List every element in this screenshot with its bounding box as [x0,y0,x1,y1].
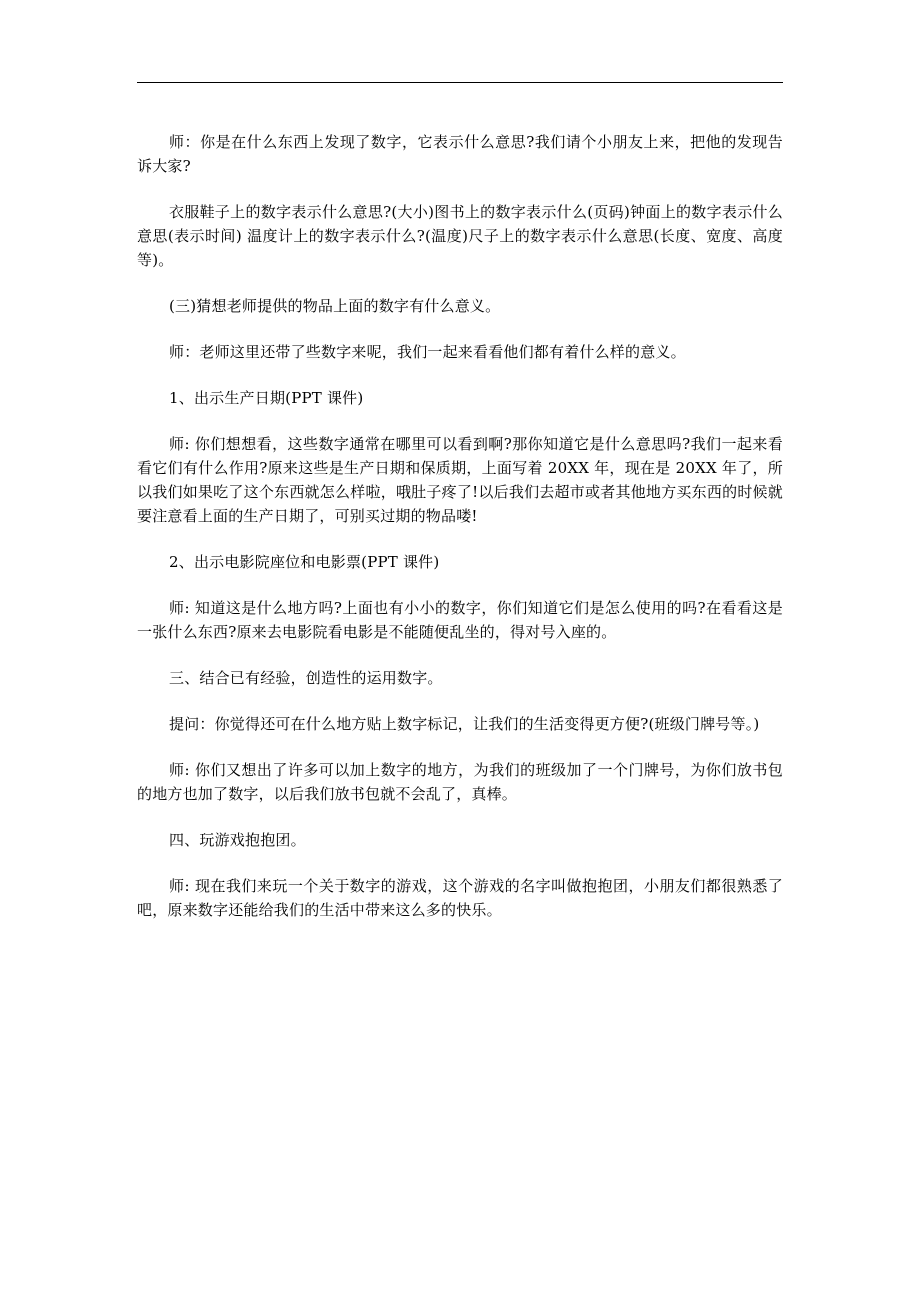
paragraph-number-meanings: 衣服鞋子上的数字表示什么意思?(大小)图书上的数字表示什么(页码)钟面上的数字表示什么意思(表示时间) 温度计上的数字表示什么?(温度)尺子上的数字表示什么意思(长度、宽度、高度等)。 [137,203,783,269]
document-body [137,130,783,944]
paragraph-question: 提问：你觉得还可在什么地方贴上数字标记，让我们的生活变得更方便?(班级门牌号等。) [169,715,760,733]
section-heading-experience: 三、结合已有经验，创造性的运用数字。 [169,669,443,687]
section-heading-game: 四、玩游戏抱抱团。 [169,831,306,849]
item-heading-cinema: 2、出示电影院座位和电影票(PPT 课件) [169,553,440,571]
paragraph-teacher-intro: 师：老师这里还带了些数字来呢，我们一起来看看他们都有着什么样的意义。 [169,343,686,361]
header-rule [137,82,783,83]
paragraph-production-date: 师: 你们想想看，这些数字通常在哪里可以看到啊?那你知道它是什么意思吗?我们一起来看看它们有什么作用?原来这些是生产日期和保质期，上面写着 20XX 年，现在是 20XX 年了，所以我们如果吃了这个东西就怎么样啦，哦肚子疼了!以后我们去超市或者其他地方买东西的时候就要注意看上面的生产日期了，可别买过期的物品喽! [137,435,783,525]
paragraph-door-number: 师: 你们又想出了许多可以加上数字的地方，为我们的班级加了一个门牌号，为你们放书包的地方也加了数字，以后我们放书包就不会乱了，真棒。 [137,761,783,803]
paragraph-teacher-question: 师：你是在什么东西上发现了数字，它表示什么意思?我们请个小朋友上来，把他的发现告诉大家? [137,133,783,175]
paragraph-game: 师: 现在我们来玩一个关于数字的游戏，这个游戏的名字叫做抱抱团，小朋友们都很熟悉了吧，原来数字还能给我们的生活中带来这么多的快乐。 [137,877,783,919]
item-heading-production-date: 1、出示生产日期(PPT 课件) [169,389,364,407]
paragraph-cinema: 师: 知道这是什么地方吗?上面也有小小的数字，你们知道它们是怎么使用的吗?在看看这是一张什么东西?原来去电影院看电影是不能随便乱坐的，得对号入座的。 [137,599,783,641]
section-heading-guess: (三)猜想老师提供的物品上面的数字有什么意义。 [169,297,501,315]
